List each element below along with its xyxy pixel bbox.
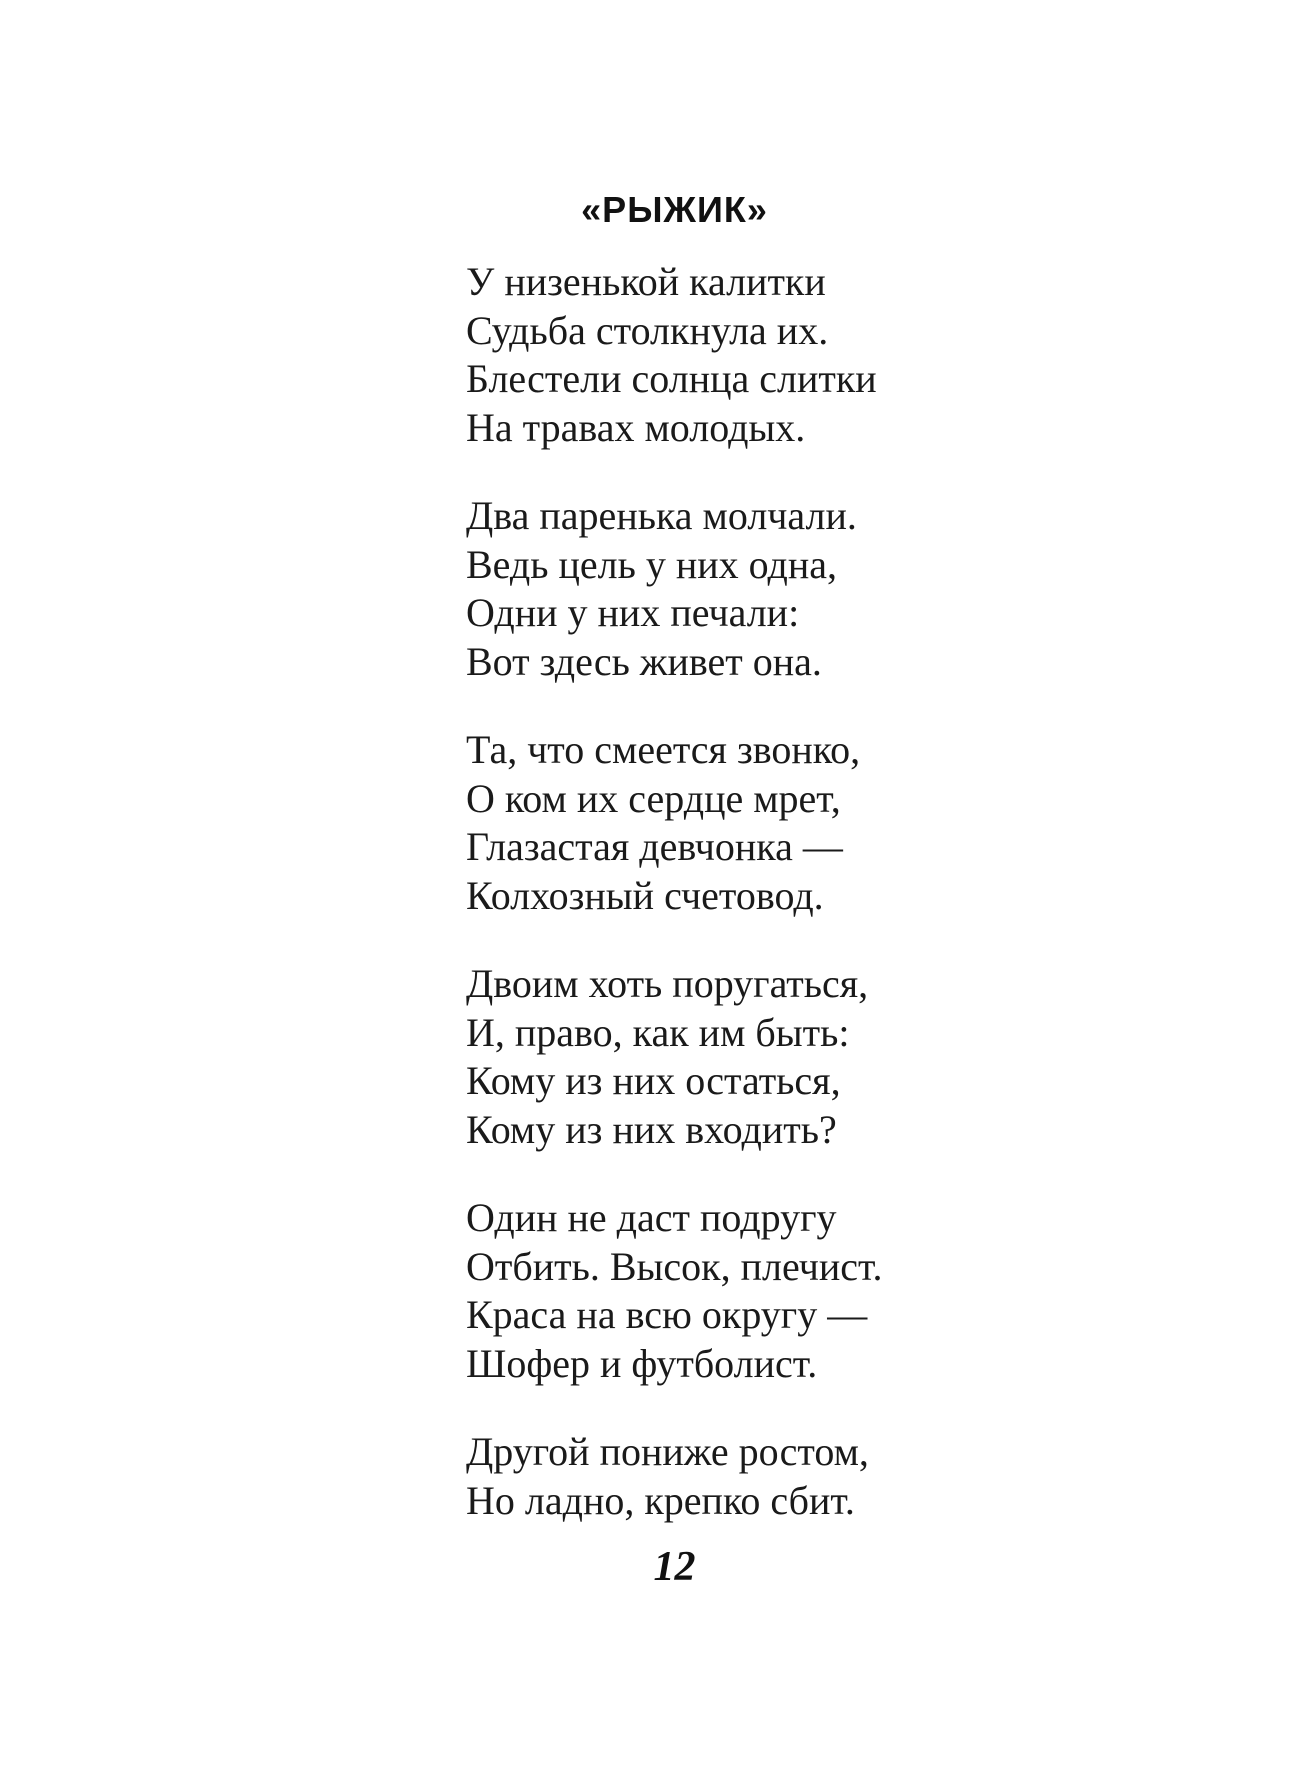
poem-line: Краса на всю округу —: [466, 1292, 868, 1337]
poem-line: Отбить. Высок, плечист.: [466, 1243, 883, 1289]
poem-line: И, право, как им быть:: [466, 1009, 850, 1055]
stanza: [466, 258, 1026, 452]
stanza: [466, 726, 1026, 920]
poem-line: Глазастая девчонка —: [466, 824, 843, 869]
poem-line: Ведь цель у них одна,: [466, 541, 838, 587]
poem-line: Шофер и футболист.: [466, 1340, 818, 1386]
poem-line: Но ладно, крепко сбит.: [466, 1477, 855, 1523]
poem-line: Вот здесь живет она.: [466, 638, 822, 684]
page-number: 12: [653, 1544, 696, 1590]
stanza: [466, 960, 1026, 1154]
poem-line: Кому из них входить?: [466, 1106, 837, 1152]
poem-body: [466, 258, 1026, 1525]
poem-line: Блестели солнца слитки: [466, 356, 877, 401]
poem-line: Кому из них остаться,: [466, 1058, 841, 1103]
poem-line: Двоим хоть поругаться,: [466, 961, 869, 1006]
stanza: [466, 1194, 1026, 1388]
stanza: [466, 492, 1026, 686]
poem-line: Другой пониже ростом,: [466, 1429, 869, 1474]
poem-line: Судьба столкнула их.: [466, 307, 829, 353]
stanza: [466, 1428, 1026, 1525]
poem-line: На травах молодых.: [466, 404, 806, 450]
poem-line: Колхозный счетовод.: [466, 872, 824, 918]
poem-line: Два паренька молчали.: [466, 493, 857, 538]
poem-line: Один не даст подругу: [466, 1195, 837, 1240]
poem-line: О ком их сердце мрет,: [466, 775, 841, 821]
poem-line: Та, что смеется звонко,: [466, 727, 861, 772]
poem-line: Одни у них печали:: [466, 590, 800, 635]
poem-line: У низенькой калитки: [466, 259, 826, 304]
poem-title: «РЫЖИК»: [581, 189, 768, 230]
